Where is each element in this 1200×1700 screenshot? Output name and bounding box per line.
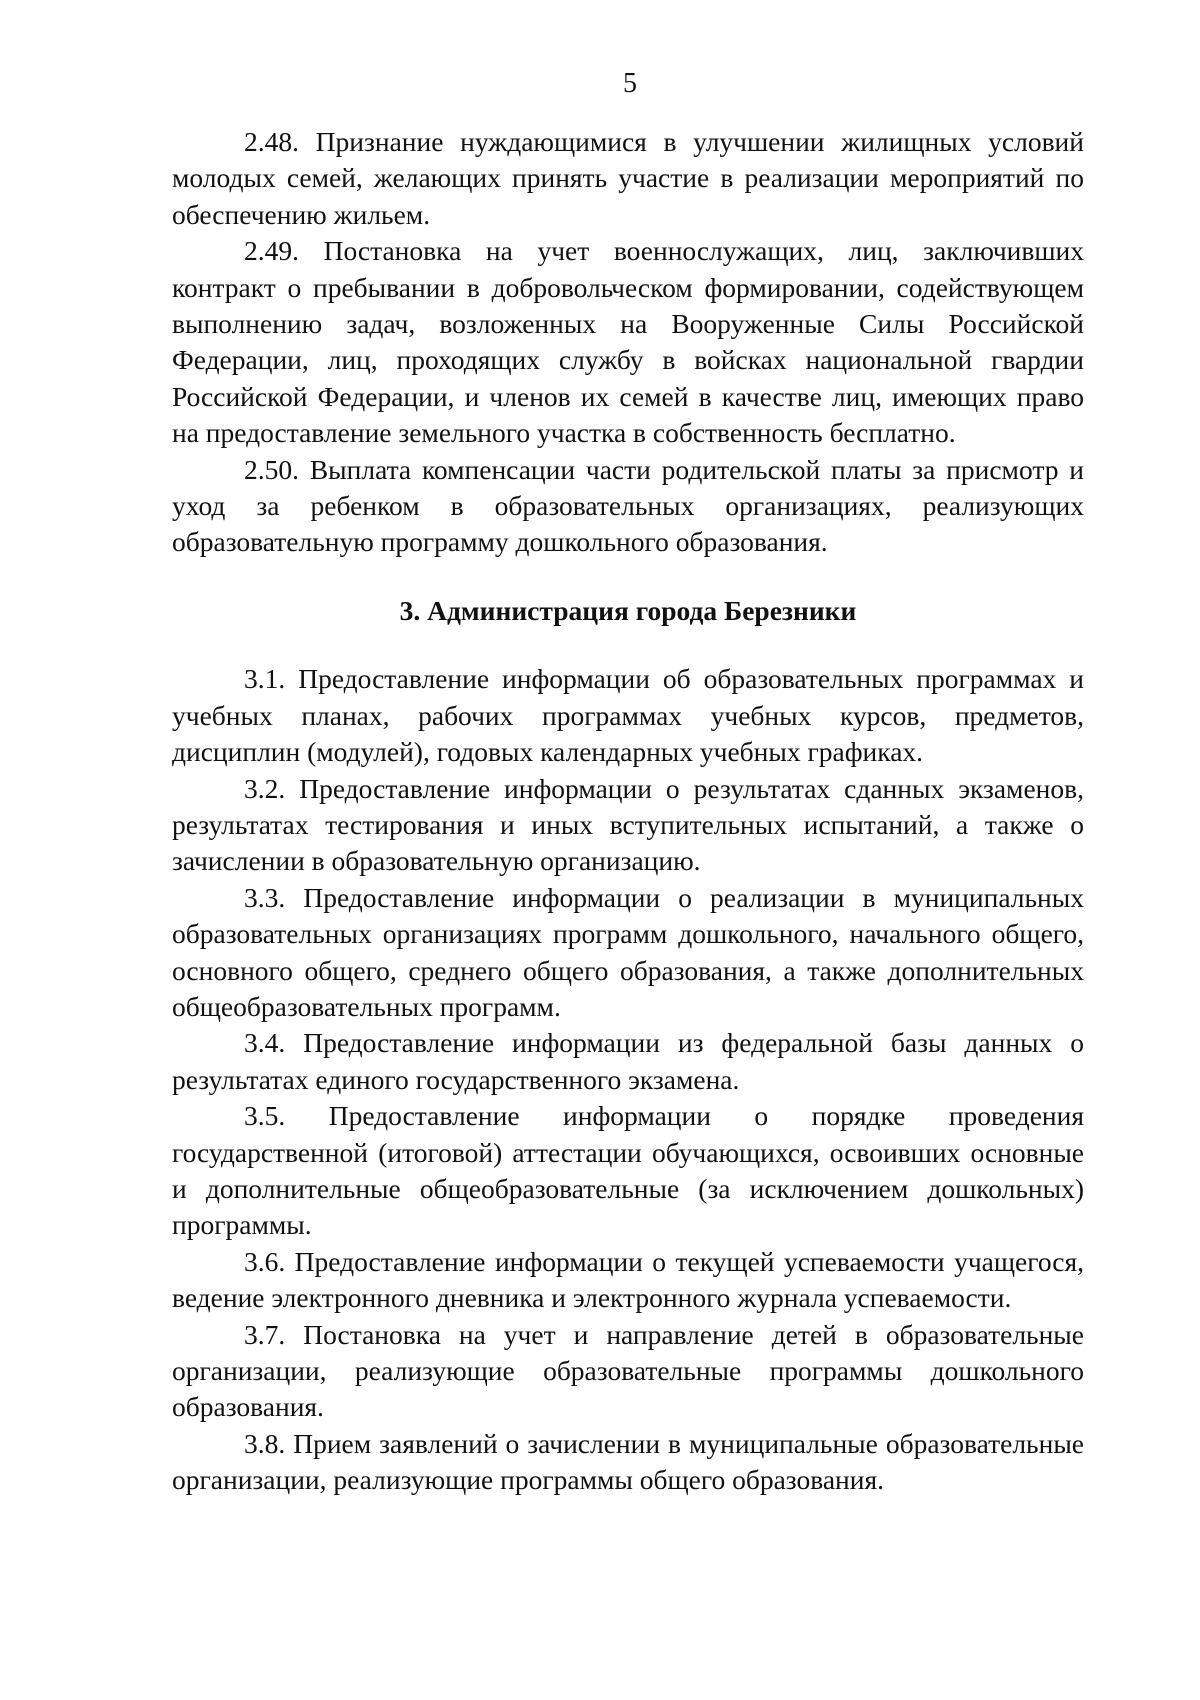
section-heading: 3. Администрация города Березники [399, 594, 857, 626]
item-3-1: 3.1. Предоставление информации об образовательных программах и учебных планах, рабочих программах учебных курсов, предметов, дисциплин (модулей), годовых календарных учебных графиках. [172, 663, 1084, 768]
item-3-2: 3.2. Предоставление информации о результатах сданных экзаменов, результатах тестирования и иных вступительных испытаний, а также о зачислении в образовательную организацию. [172, 772, 1084, 877]
item-3-8: 3.8. Прием заявлений о зачислении в муниципальные образовательные организации, реализующие программы общего образования. [172, 1427, 1084, 1496]
item-3-4: 3.4. Предоставление информации из федеральной базы данных о результатах единого государственного экзамена. [172, 1027, 1084, 1095]
item-2-48: 2.48. Признание нуждающимися в улучшении жилищных условий молодых семей, желающих принять участие в реализации мероприятий по обеспечению жильем. [172, 126, 1084, 230]
item-2-50: 2.50. Выплата компенсации части родительской платы за присмотр и уход за ребенком в образовательных организациях, реализующих образовательную программу дошкольного образования. [172, 453, 1084, 558]
item-3-3: 3.3. Предоставление информации о реализации в муниципальных образовательных организациях программ дошкольного, начального общего, основного общего, среднего общего образования, а также дополнительных общеобразовательных программ. [172, 881, 1084, 1022]
item-3-5: 3.5. Предоставление информации о порядке проведения государственной (итоговой) аттестации обучающихся, освоивших основные и дополнительные общеобразовательные (за исключением дошкольных) программы. [172, 1100, 1084, 1241]
page-number: 5 [623, 68, 637, 99]
item-2-49: 2.49. Постановка на учет военнослужащих, лиц, заключивших контракт о пребывании в добровольческом формировании, содействующем выполнению задач, возложенных на Вооруженные Силы Российской Федерации, лиц, проходящих службу в войсках национальной гвардии Российской Федерации, и членов их семей в качестве лиц, имеющих право на предоставление земельного участка в собственность бесплатно. [172, 235, 1084, 449]
item-3-7: 3.7. Постановка на учет и направление детей в образовательные организации, реализующие образовательные программы дошкольного образования. [172, 1318, 1084, 1423]
item-3-6: 3.6. Предоставление информации о текущей успеваемости учащегося, ведение электронного дневника и электронного журнала успеваемости. [172, 1245, 1084, 1314]
document-body [172, 124, 1084, 1499]
